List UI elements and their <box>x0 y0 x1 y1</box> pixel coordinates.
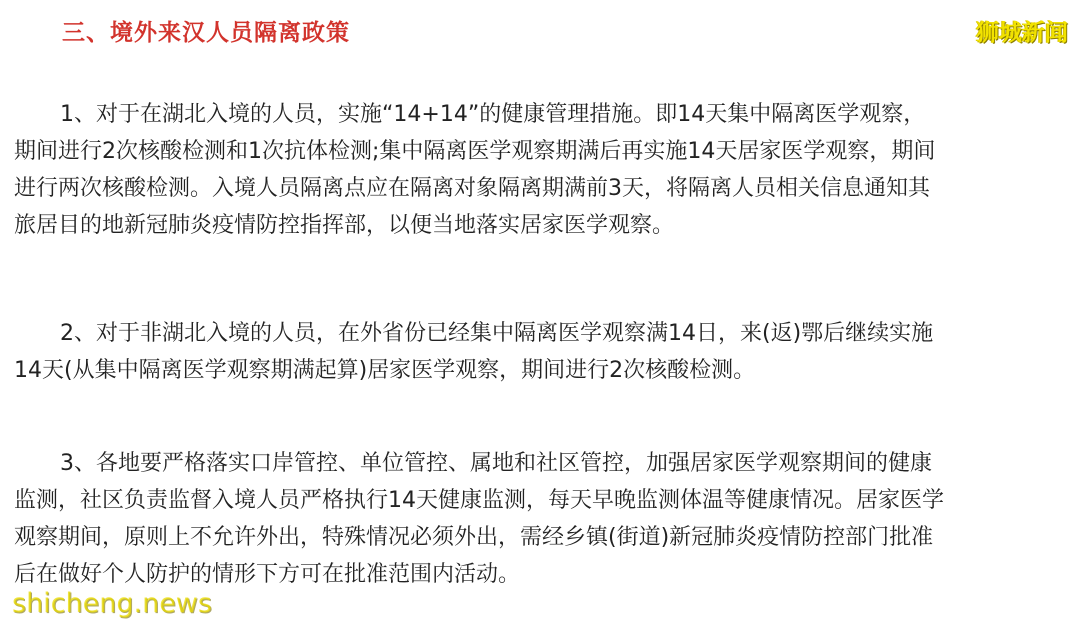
paragraph-line: 进行两次核酸检测。入境人员隔离点应在隔离对象隔离期满前3天，将隔离人员相关信息通知其 <box>14 176 931 201</box>
paragraph-line: 旅居目的地新冠肺炎疫情防控指挥部，以便当地落实居家医学观察。 <box>14 213 675 238</box>
paragraph-3 <box>14 445 1069 593</box>
paragraph-line: 观察期间，原则上不允许外出，特殊情况必须外出，需经乡镇(街道)新冠肺炎疫情防控部门批准 <box>14 525 934 550</box>
watermark-logo-bottom: shicheng.news <box>12 588 212 619</box>
paragraph-line: 1、对于在湖北入境的人员，实施“14+14”的健康管理措施。即14天集中隔离医学观察， <box>60 102 926 127</box>
paragraph-line: 14天(从集中隔离医学观察期满起算)居家医学观察，期间进行2次核酸检测。 <box>14 358 756 383</box>
paragraph-1 <box>14 96 1069 244</box>
paragraph-2 <box>14 315 1069 389</box>
section-heading: 三、境外来汉人员隔离政策 <box>62 20 350 46</box>
paragraph-line: 后在做好个人防护的情形下方可在批准范围内活动。 <box>14 562 521 587</box>
paragraph-line: 监测，社区负责监督入境人员严格执行14天健康监测，每天早晚监测体温等健康情况。居家医学 <box>14 488 944 513</box>
paragraph-line: 3、各地要严格落实口岸管控、单位管控、属地和社区管控，加强居家医学观察期间的健康 <box>60 451 933 476</box>
paragraph-line: 2、对于非湖北入境的人员，在外省份已经集中隔离医学观察满14日，来(返)鄂后继续实施 <box>60 321 934 346</box>
paragraph-line: 期间进行2次核酸检测和1次抗体检测;集中隔离医学观察期满后再实施14天居家医学观察，期间 <box>14 139 936 164</box>
watermark-logo-top: 狮城新闻 <box>976 20 1068 46</box>
